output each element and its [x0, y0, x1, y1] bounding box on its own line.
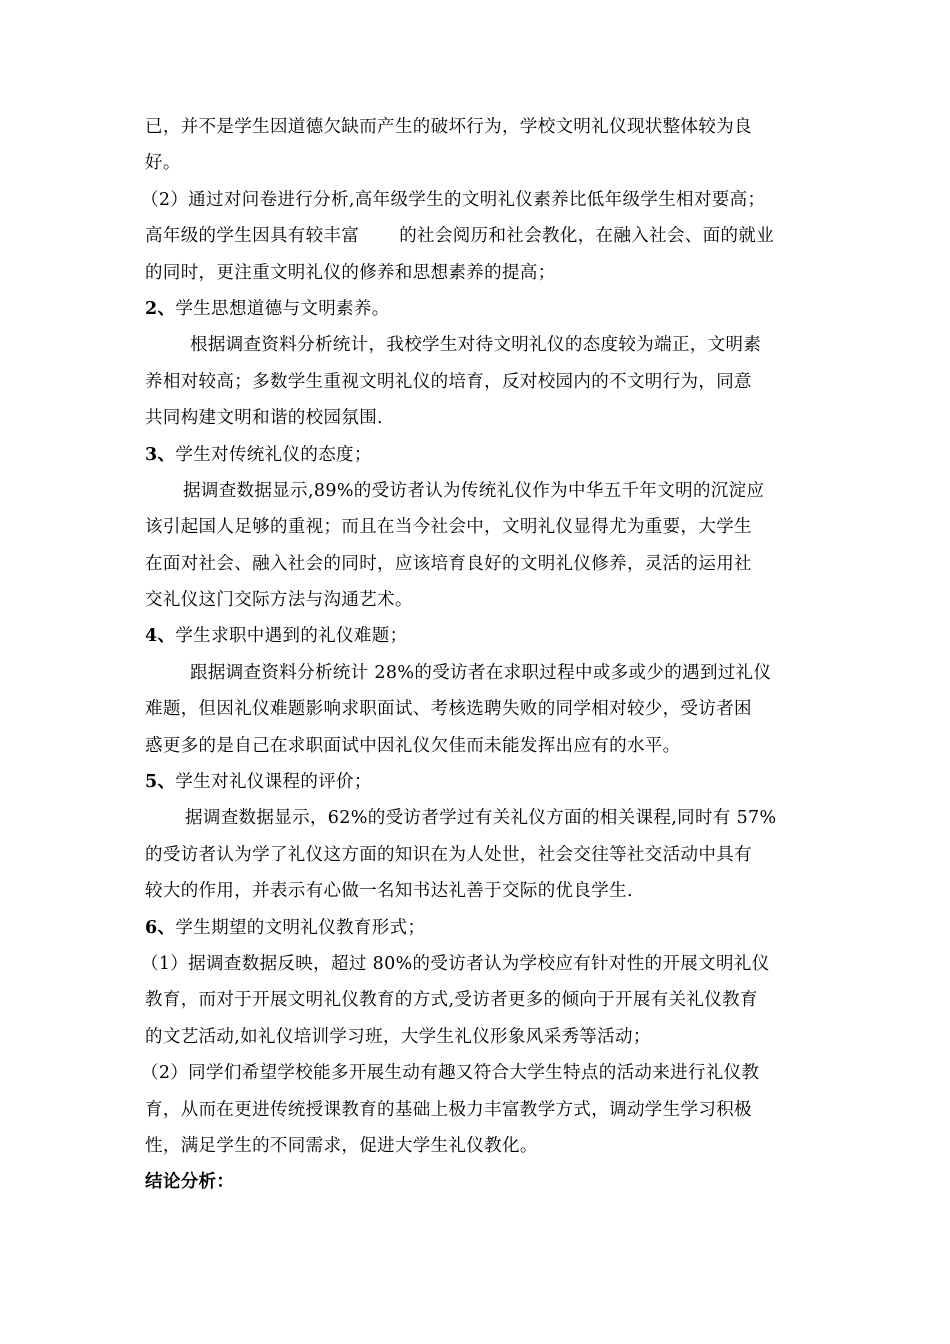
paragraph-line: 的同时，更注重文明礼仪的修养和思想素养的提高；: [145, 262, 556, 283]
document-page: [141, 109, 810, 1201]
section-number: 5、: [145, 772, 176, 793]
paragraph-line: 难题，但因礼仪难题影响求职面试、考核选聘失败的同学相对较少，受访者困: [145, 699, 752, 720]
paragraph-line: 在面对社会、融入社会的同时，应该培育良好的文明礼仪修养，灵活的运用社: [145, 553, 752, 574]
section-number: 2、: [145, 298, 176, 319]
section-title: 学生对传统礼仪的态度；: [175, 444, 372, 465]
text-fragment: 的社会阅历和社会教化，在融入社会、面的就业: [399, 226, 775, 247]
section-heading-6: [145, 910, 810, 946]
paragraph-line: 跟据调查资料分析统计 28%的受访者在求职过程中或多或少的遇到过礼仪: [190, 662, 772, 683]
paragraph-line: 的文艺活动,如礼仪培训学习班，大学生礼仪形象风采秀等活动；: [145, 1026, 651, 1047]
section-heading-2: [145, 291, 810, 327]
conclusion-heading: 结论分析：: [145, 1172, 235, 1193]
section-title: 学生期望的文明礼仪教育形式；: [175, 917, 426, 938]
section-title: 学生思想道德与文明素养。: [175, 298, 390, 319]
paragraph-line: 教育，而对于开展文明礼仪教育的方式,受访者更多的倾向于开展有关礼仪教育: [145, 990, 758, 1011]
section-number: 6、: [145, 917, 176, 938]
paragraph-line: 交礼仪这门交际方法与沟通艺术。: [145, 590, 413, 611]
paragraph-line: 据调查数据显示，62%的受访者学过有关礼仪方面的相关课程,同时有 57%: [185, 808, 777, 829]
paragraph-line: 共同构建文明和谐的校园氛围.: [145, 408, 383, 429]
paragraph-line: 性，满足学生的不同需求，促进大学生礼仪教化。: [145, 1135, 538, 1156]
text-fragment: 高年级的学生因具有较丰富: [145, 226, 360, 247]
paragraph-line: 根据调查资料分析统计，我校学生对待文明礼仪的态度较为端正，文明素: [190, 335, 762, 356]
section-number: 4、: [145, 626, 176, 647]
paragraph-line: 好。: [145, 153, 181, 174]
paragraph-line: 养相对较高；多数学生重视文明礼仪的培育，反对校园内的不文明行为，同意: [145, 371, 752, 392]
section-number: 3、: [145, 444, 176, 465]
paragraph-line: （2）同学们希望学校能多开展生动有趣又符合大学生特点的活动来进行礼仪教: [141, 1063, 760, 1084]
paragraph-line: 的受访者认为学了礼仪这方面的知识在为人处世，社会交往等社交活动中具有: [145, 844, 752, 865]
section-heading-5: [145, 764, 810, 800]
section-heading-4: [145, 618, 810, 654]
paragraph-line: 较大的作用，并表示有心做一名知书达礼善于交际的优良学生.: [145, 881, 633, 902]
paragraph-line: [145, 218, 810, 254]
paragraph-line: 已，并不是学生因道德欠缺而产生的破坏行为，学校文明礼仪现状整体较为良: [145, 117, 752, 137]
paragraph-line: 据调查数据显示,89%的受访者认为传统礼仪作为中华五千年文明的沉淀应: [183, 480, 765, 501]
paragraph-line: 惑更多的是自己在求职面试中因礼仪欠佳而未能发挥出应有的水平。: [145, 735, 681, 756]
paragraph-line: 该引起国人足够的重视；而且在当今社会中，文明礼仪显得尤为重要，大学生: [145, 517, 752, 538]
paragraph-line: （2）通过对问卷进行分析,高年级学生的文明礼仪素养比低年级学生相对要高；: [141, 189, 766, 210]
section-heading-3: [145, 437, 810, 473]
paragraph-line: 育，从而在更进传统授课教育的基础上极力丰富教学方式，调动学生学习积极: [145, 1099, 752, 1120]
section-title: 学生求职中遇到的礼仪难题；: [175, 626, 408, 647]
paragraph-line: （1）据调查数据反映，超过 80%的受访者认为学校应有针对性的开展文明礼仪: [141, 953, 770, 974]
section-title: 学生对礼仪课程的评价；: [175, 772, 372, 793]
